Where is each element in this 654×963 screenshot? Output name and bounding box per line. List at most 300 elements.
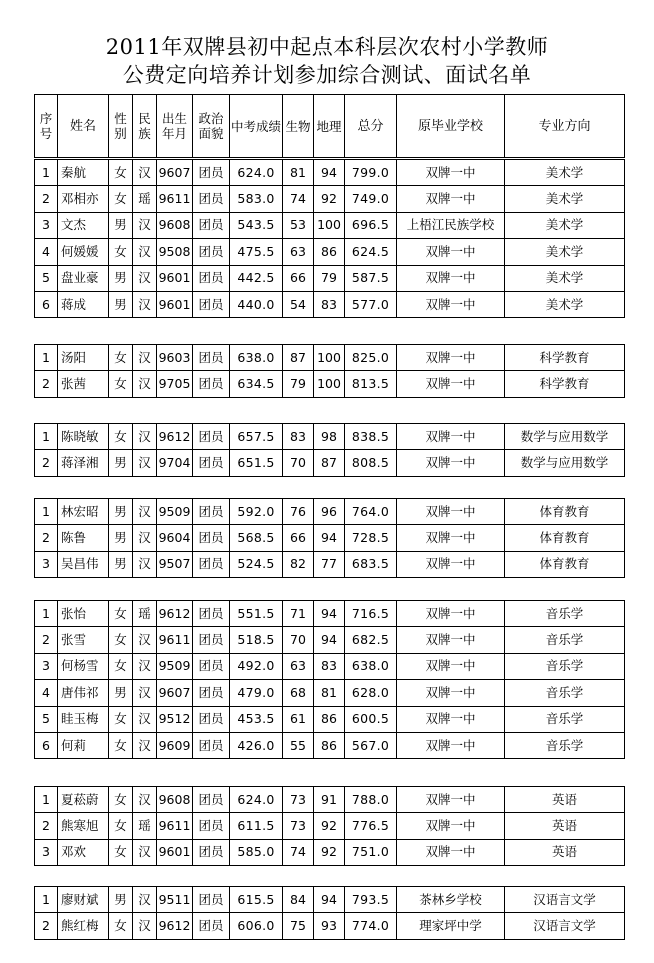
cell-exam: 543.5 bbox=[230, 212, 283, 238]
cell-major: 英语 bbox=[505, 787, 625, 813]
cell-birth: 9604 bbox=[157, 525, 193, 551]
cell-gender: 男 bbox=[109, 551, 133, 577]
cell-ethnicity: 汉 bbox=[133, 706, 157, 732]
cell-no: 4 bbox=[35, 680, 58, 706]
cell-geo: 100 bbox=[314, 212, 345, 238]
cell-exam: 611.5 bbox=[230, 813, 283, 839]
cell-total: 764.0 bbox=[345, 499, 397, 525]
cell-birth: 9601 bbox=[157, 265, 193, 291]
cell-political: 团员 bbox=[193, 601, 230, 627]
cell-school: 双牌一中 bbox=[397, 813, 505, 839]
cell-name: 陈晓敏 bbox=[58, 424, 109, 450]
cell-total: 577.0 bbox=[345, 291, 397, 317]
cell-no: 2 bbox=[35, 186, 58, 212]
cell-exam: 442.5 bbox=[230, 265, 283, 291]
table-row bbox=[35, 601, 625, 627]
cell-exam: 624.0 bbox=[230, 787, 283, 813]
cell-gender: 女 bbox=[109, 424, 133, 450]
cell-total: 600.5 bbox=[345, 706, 397, 732]
cell-no: 1 bbox=[35, 499, 58, 525]
cell-total: 808.5 bbox=[345, 450, 397, 476]
col-header-no: 序号 bbox=[35, 95, 58, 158]
cell-exam: 453.5 bbox=[230, 706, 283, 732]
cell-major: 汉语言文学 bbox=[505, 913, 625, 939]
cell-major: 音乐学 bbox=[505, 627, 625, 653]
cell-name: 廖财斌 bbox=[58, 887, 109, 913]
cell-major: 美术学 bbox=[505, 291, 625, 317]
col-header-political: 政治面貌 bbox=[193, 95, 230, 158]
cell-ethnicity: 汉 bbox=[133, 732, 157, 758]
cell-total: 624.5 bbox=[345, 239, 397, 265]
cell-exam: 518.5 bbox=[230, 627, 283, 653]
cell-name: 汤阳 bbox=[58, 345, 109, 371]
cell-exam: 638.0 bbox=[230, 345, 283, 371]
cell-ethnicity: 汉 bbox=[133, 551, 157, 577]
cell-exam: 475.5 bbox=[230, 239, 283, 265]
cell-birth: 9611 bbox=[157, 186, 193, 212]
cell-name: 眭玉梅 bbox=[58, 706, 109, 732]
cell-political: 团员 bbox=[193, 627, 230, 653]
cell-total: 776.5 bbox=[345, 813, 397, 839]
cell-ethnicity: 汉 bbox=[133, 371, 157, 397]
cell-geo: 92 bbox=[314, 839, 345, 865]
cell-no: 2 bbox=[35, 525, 58, 551]
cell-political: 团员 bbox=[193, 239, 230, 265]
cell-exam: 651.5 bbox=[230, 450, 283, 476]
cell-no: 2 bbox=[35, 627, 58, 653]
cell-name: 陈鲁 bbox=[58, 525, 109, 551]
cell-bio: 53 bbox=[283, 212, 314, 238]
cell-political: 团员 bbox=[193, 813, 230, 839]
cell-exam: 634.5 bbox=[230, 371, 283, 397]
cell-geo: 79 bbox=[314, 265, 345, 291]
cell-birth: 9608 bbox=[157, 787, 193, 813]
cell-school: 双牌一中 bbox=[397, 291, 505, 317]
cell-total: 628.0 bbox=[345, 680, 397, 706]
cell-exam: 479.0 bbox=[230, 680, 283, 706]
table-row bbox=[35, 291, 625, 317]
cell-no: 2 bbox=[35, 371, 58, 397]
page-title-line-1: 2011年双牌县初中起点本科层次农村小学教师 bbox=[105, 35, 549, 59]
cell-no: 5 bbox=[35, 706, 58, 732]
cell-exam: 426.0 bbox=[230, 732, 283, 758]
cell-birth: 9509 bbox=[157, 653, 193, 679]
cell-bio: 74 bbox=[283, 186, 314, 212]
cell-bio: 76 bbox=[283, 499, 314, 525]
cell-birth: 9507 bbox=[157, 551, 193, 577]
cell-gender: 女 bbox=[109, 839, 133, 865]
cell-total: 751.0 bbox=[345, 839, 397, 865]
cell-ethnicity: 汉 bbox=[133, 239, 157, 265]
cell-birth: 9609 bbox=[157, 732, 193, 758]
cell-geo: 100 bbox=[314, 345, 345, 371]
cell-gender: 男 bbox=[109, 680, 133, 706]
cell-geo: 81 bbox=[314, 680, 345, 706]
cell-name: 林宏昭 bbox=[58, 499, 109, 525]
cell-exam: 440.0 bbox=[230, 291, 283, 317]
col-header-total: 总分 bbox=[345, 95, 397, 158]
col-header-geo: 地理 bbox=[314, 95, 345, 158]
cell-political: 团员 bbox=[193, 450, 230, 476]
cell-ethnicity: 汉 bbox=[133, 265, 157, 291]
cell-bio: 83 bbox=[283, 424, 314, 450]
table-row bbox=[35, 913, 625, 939]
cell-name: 何莉 bbox=[58, 732, 109, 758]
cell-major: 体育教育 bbox=[505, 551, 625, 577]
table-row bbox=[35, 239, 625, 265]
cell-name: 蒋泽湘 bbox=[58, 450, 109, 476]
cell-school: 双牌一中 bbox=[397, 525, 505, 551]
cell-political: 团员 bbox=[193, 345, 230, 371]
cell-major: 科学教育 bbox=[505, 345, 625, 371]
cell-school: 双牌一中 bbox=[397, 424, 505, 450]
cell-total: 793.5 bbox=[345, 887, 397, 913]
cell-no: 2 bbox=[35, 450, 58, 476]
cell-major: 美术学 bbox=[505, 160, 625, 186]
cell-birth: 9705 bbox=[157, 371, 193, 397]
cell-bio: 71 bbox=[283, 601, 314, 627]
group-table bbox=[34, 498, 625, 578]
cell-major: 美术学 bbox=[505, 186, 625, 212]
cell-no: 1 bbox=[35, 424, 58, 450]
header-row bbox=[35, 95, 625, 158]
cell-political: 团员 bbox=[193, 653, 230, 679]
cell-total: 788.0 bbox=[345, 787, 397, 813]
cell-no: 1 bbox=[35, 601, 58, 627]
cell-geo: 94 bbox=[314, 601, 345, 627]
cell-gender: 女 bbox=[109, 813, 133, 839]
cell-school: 双牌一中 bbox=[397, 839, 505, 865]
cell-geo: 93 bbox=[314, 913, 345, 939]
cell-political: 团员 bbox=[193, 887, 230, 913]
cell-major: 科学教育 bbox=[505, 371, 625, 397]
cell-major: 美术学 bbox=[505, 265, 625, 291]
cell-name: 邓欢 bbox=[58, 839, 109, 865]
cell-no: 1 bbox=[35, 887, 58, 913]
cell-birth: 9511 bbox=[157, 887, 193, 913]
cell-geo: 100 bbox=[314, 371, 345, 397]
cell-exam: 585.0 bbox=[230, 839, 283, 865]
cell-total: 696.5 bbox=[345, 212, 397, 238]
col-header-ethnicity: 民族 bbox=[133, 95, 157, 158]
cell-no: 1 bbox=[35, 160, 58, 186]
header-table bbox=[34, 94, 625, 158]
cell-name: 张茜 bbox=[58, 371, 109, 397]
cell-gender: 女 bbox=[109, 186, 133, 212]
cell-no: 5 bbox=[35, 265, 58, 291]
cell-exam: 583.0 bbox=[230, 186, 283, 212]
group-table bbox=[34, 423, 625, 477]
cell-gender: 女 bbox=[109, 653, 133, 679]
cell-school: 双牌一中 bbox=[397, 345, 505, 371]
cell-political: 团员 bbox=[193, 732, 230, 758]
cell-name: 何媛媛 bbox=[58, 239, 109, 265]
cell-major: 汉语言文学 bbox=[505, 887, 625, 913]
table-row bbox=[35, 160, 625, 186]
cell-ethnicity: 汉 bbox=[133, 525, 157, 551]
cell-gender: 女 bbox=[109, 787, 133, 813]
cell-gender: 男 bbox=[109, 499, 133, 525]
table-row bbox=[35, 186, 625, 212]
cell-political: 团员 bbox=[193, 212, 230, 238]
cell-ethnicity: 瑶 bbox=[133, 813, 157, 839]
cell-major: 英语 bbox=[505, 839, 625, 865]
cell-political: 团员 bbox=[193, 913, 230, 939]
cell-gender: 男 bbox=[109, 525, 133, 551]
cell-school: 双牌一中 bbox=[397, 680, 505, 706]
table-row bbox=[35, 450, 625, 476]
cell-total: 774.0 bbox=[345, 913, 397, 939]
col-header-major: 专业方向 bbox=[505, 95, 625, 158]
cell-geo: 94 bbox=[314, 627, 345, 653]
cell-school: 双牌一中 bbox=[397, 787, 505, 813]
cell-bio: 66 bbox=[283, 525, 314, 551]
cell-bio: 75 bbox=[283, 913, 314, 939]
table-row bbox=[35, 345, 625, 371]
cell-no: 3 bbox=[35, 212, 58, 238]
col-header-gender: 性别 bbox=[109, 95, 133, 158]
cell-political: 团员 bbox=[193, 706, 230, 732]
table-row bbox=[35, 212, 625, 238]
cell-school: 双牌一中 bbox=[397, 450, 505, 476]
cell-geo: 86 bbox=[314, 239, 345, 265]
cell-bio: 73 bbox=[283, 813, 314, 839]
cell-political: 团员 bbox=[193, 839, 230, 865]
cell-gender: 女 bbox=[109, 627, 133, 653]
cell-name: 张雪 bbox=[58, 627, 109, 653]
col-header-school: 原毕业学校 bbox=[397, 95, 505, 158]
cell-gender: 女 bbox=[109, 345, 133, 371]
cell-major: 数学与应用数学 bbox=[505, 450, 625, 476]
cell-geo: 92 bbox=[314, 813, 345, 839]
cell-ethnicity: 汉 bbox=[133, 787, 157, 813]
table-row bbox=[35, 424, 625, 450]
cell-name: 秦航 bbox=[58, 160, 109, 186]
cell-no: 6 bbox=[35, 291, 58, 317]
cell-political: 团员 bbox=[193, 424, 230, 450]
cell-bio: 87 bbox=[283, 345, 314, 371]
cell-bio: 81 bbox=[283, 160, 314, 186]
table-row bbox=[35, 499, 625, 525]
table-row bbox=[35, 653, 625, 679]
cell-major: 音乐学 bbox=[505, 732, 625, 758]
cell-geo: 96 bbox=[314, 499, 345, 525]
cell-total: 813.5 bbox=[345, 371, 397, 397]
cell-exam: 492.0 bbox=[230, 653, 283, 679]
cell-political: 团员 bbox=[193, 186, 230, 212]
cell-birth: 9612 bbox=[157, 913, 193, 939]
cell-school: 双牌一中 bbox=[397, 706, 505, 732]
cell-school: 双牌一中 bbox=[397, 653, 505, 679]
cell-bio: 74 bbox=[283, 839, 314, 865]
cell-exam: 624.0 bbox=[230, 160, 283, 186]
cell-bio: 84 bbox=[283, 887, 314, 913]
cell-geo: 92 bbox=[314, 186, 345, 212]
cell-name: 邓相亦 bbox=[58, 186, 109, 212]
cell-political: 团员 bbox=[193, 525, 230, 551]
cell-exam: 551.5 bbox=[230, 601, 283, 627]
cell-gender: 女 bbox=[109, 160, 133, 186]
cell-birth: 9612 bbox=[157, 601, 193, 627]
cell-geo: 86 bbox=[314, 706, 345, 732]
cell-major: 美术学 bbox=[505, 239, 625, 265]
cell-no: 1 bbox=[35, 787, 58, 813]
cell-ethnicity: 瑶 bbox=[133, 186, 157, 212]
cell-major: 体育教育 bbox=[505, 499, 625, 525]
cell-bio: 61 bbox=[283, 706, 314, 732]
group-table bbox=[34, 600, 625, 759]
cell-political: 团员 bbox=[193, 291, 230, 317]
cell-total: 838.5 bbox=[345, 424, 397, 450]
cell-total: 749.0 bbox=[345, 186, 397, 212]
cell-exam: 592.0 bbox=[230, 499, 283, 525]
cell-bio: 70 bbox=[283, 450, 314, 476]
cell-political: 团员 bbox=[193, 371, 230, 397]
cell-gender: 男 bbox=[109, 887, 133, 913]
cell-no: 3 bbox=[35, 839, 58, 865]
cell-name: 唐伟祁 bbox=[58, 680, 109, 706]
cell-school: 双牌一中 bbox=[397, 265, 505, 291]
cell-ethnicity: 汉 bbox=[133, 499, 157, 525]
cell-no: 3 bbox=[35, 653, 58, 679]
cell-political: 团员 bbox=[193, 787, 230, 813]
cell-school: 双牌一中 bbox=[397, 601, 505, 627]
table-row bbox=[35, 265, 625, 291]
cell-political: 团员 bbox=[193, 265, 230, 291]
cell-major: 音乐学 bbox=[505, 706, 625, 732]
cell-bio: 54 bbox=[283, 291, 314, 317]
cell-ethnicity: 汉 bbox=[133, 839, 157, 865]
cell-geo: 94 bbox=[314, 525, 345, 551]
table-row bbox=[35, 551, 625, 577]
cell-geo: 86 bbox=[314, 732, 345, 758]
cell-name: 蒋成 bbox=[58, 291, 109, 317]
cell-total: 682.5 bbox=[345, 627, 397, 653]
table-row bbox=[35, 706, 625, 732]
cell-birth: 9607 bbox=[157, 160, 193, 186]
cell-total: 567.0 bbox=[345, 732, 397, 758]
cell-no: 1 bbox=[35, 345, 58, 371]
cell-political: 团员 bbox=[193, 680, 230, 706]
cell-birth: 9611 bbox=[157, 627, 193, 653]
cell-exam: 524.5 bbox=[230, 551, 283, 577]
cell-no: 2 bbox=[35, 913, 58, 939]
cell-gender: 女 bbox=[109, 239, 133, 265]
cell-school: 双牌一中 bbox=[397, 499, 505, 525]
cell-bio: 55 bbox=[283, 732, 314, 758]
group-table bbox=[34, 344, 625, 398]
cell-geo: 77 bbox=[314, 551, 345, 577]
cell-birth: 9608 bbox=[157, 212, 193, 238]
cell-birth: 9601 bbox=[157, 839, 193, 865]
cell-school: 双牌一中 bbox=[397, 186, 505, 212]
cell-geo: 91 bbox=[314, 787, 345, 813]
cell-gender: 男 bbox=[109, 450, 133, 476]
cell-major: 音乐学 bbox=[505, 680, 625, 706]
cell-geo: 94 bbox=[314, 887, 345, 913]
cell-ethnicity: 汉 bbox=[133, 450, 157, 476]
table-row bbox=[35, 787, 625, 813]
cell-exam: 606.0 bbox=[230, 913, 283, 939]
cell-gender: 女 bbox=[109, 913, 133, 939]
cell-major: 美术学 bbox=[505, 212, 625, 238]
cell-no: 6 bbox=[35, 732, 58, 758]
cell-political: 团员 bbox=[193, 499, 230, 525]
cell-total: 728.5 bbox=[345, 525, 397, 551]
cell-birth: 9601 bbox=[157, 291, 193, 317]
cell-gender: 女 bbox=[109, 601, 133, 627]
page-title-line-2: 公费定向培养计划参加综合测试、面试名单 bbox=[122, 63, 532, 87]
col-header-bio: 生物 bbox=[283, 95, 314, 158]
cell-name: 文杰 bbox=[58, 212, 109, 238]
cell-total: 825.0 bbox=[345, 345, 397, 371]
cell-gender: 女 bbox=[109, 732, 133, 758]
table-row bbox=[35, 887, 625, 913]
cell-school: 双牌一中 bbox=[397, 627, 505, 653]
cell-school: 上梧江民族学校 bbox=[397, 212, 505, 238]
table-row bbox=[35, 732, 625, 758]
cell-ethnicity: 汉 bbox=[133, 627, 157, 653]
cell-total: 716.5 bbox=[345, 601, 397, 627]
col-header-exam: 中考成绩 bbox=[230, 95, 283, 158]
table-row bbox=[35, 627, 625, 653]
cell-political: 团员 bbox=[193, 160, 230, 186]
cell-ethnicity: 汉 bbox=[133, 653, 157, 679]
cell-bio: 66 bbox=[283, 265, 314, 291]
cell-gender: 男 bbox=[109, 265, 133, 291]
cell-school: 双牌一中 bbox=[397, 239, 505, 265]
cell-no: 2 bbox=[35, 813, 58, 839]
cell-major: 音乐学 bbox=[505, 653, 625, 679]
cell-ethnicity: 汉 bbox=[133, 913, 157, 939]
cell-school: 双牌一中 bbox=[397, 732, 505, 758]
cell-birth: 9704 bbox=[157, 450, 193, 476]
table-row bbox=[35, 839, 625, 865]
cell-name: 吴昌伟 bbox=[58, 551, 109, 577]
cell-bio: 68 bbox=[283, 680, 314, 706]
cell-name: 熊寒旭 bbox=[58, 813, 109, 839]
cell-school: 茶林乡学校 bbox=[397, 887, 505, 913]
cell-bio: 82 bbox=[283, 551, 314, 577]
cell-bio: 63 bbox=[283, 653, 314, 679]
cell-geo: 83 bbox=[314, 291, 345, 317]
cell-exam: 568.5 bbox=[230, 525, 283, 551]
table-row bbox=[35, 680, 625, 706]
cell-exam: 657.5 bbox=[230, 424, 283, 450]
cell-birth: 9612 bbox=[157, 424, 193, 450]
cell-ethnicity: 瑶 bbox=[133, 601, 157, 627]
cell-ethnicity: 汉 bbox=[133, 212, 157, 238]
cell-geo: 94 bbox=[314, 160, 345, 186]
table-row bbox=[35, 813, 625, 839]
cell-ethnicity: 汉 bbox=[133, 887, 157, 913]
col-header-birth: 出生年月 bbox=[157, 95, 193, 158]
cell-gender: 男 bbox=[109, 212, 133, 238]
cell-no: 3 bbox=[35, 551, 58, 577]
cell-ethnicity: 汉 bbox=[133, 424, 157, 450]
cell-name: 熊红梅 bbox=[58, 913, 109, 939]
cell-geo: 87 bbox=[314, 450, 345, 476]
cell-school: 双牌一中 bbox=[397, 551, 505, 577]
cell-no: 4 bbox=[35, 239, 58, 265]
cell-name: 盘业豪 bbox=[58, 265, 109, 291]
cell-major: 英语 bbox=[505, 813, 625, 839]
cell-bio: 63 bbox=[283, 239, 314, 265]
cell-bio: 73 bbox=[283, 787, 314, 813]
cell-total: 683.5 bbox=[345, 551, 397, 577]
cell-major: 体育教育 bbox=[505, 525, 625, 551]
cell-school: 双牌一中 bbox=[397, 371, 505, 397]
